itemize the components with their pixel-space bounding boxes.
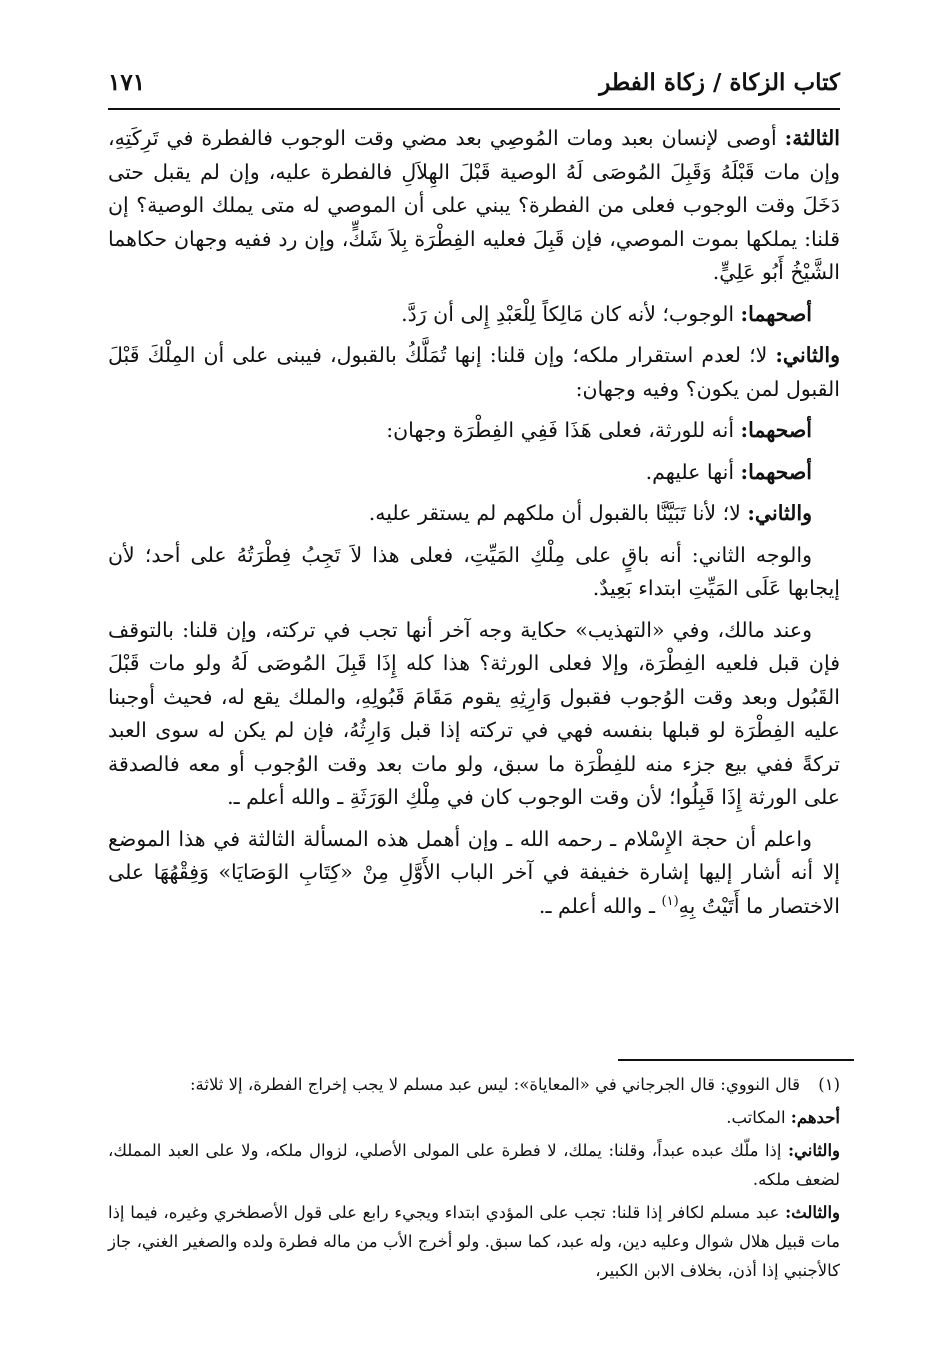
paragraph-lead: والثاني: — [775, 343, 840, 367]
footnote-text: المكاتب. — [726, 1108, 791, 1127]
footnote-lead: والثالث: — [785, 1203, 840, 1222]
paragraph-text: أنه للورثة، فعلى هَذَا فَفِي الفِطْرَة وجهان: — [386, 418, 741, 442]
footnote-text: عبد مسلم لكافر إذا قلنا: تجب على المؤدي ابتداء ويجيء رابع على قول الأصطخري وغيره، فيما إذا مات قبيل هلال شوال وعليه دين، وله عبد، كما سبق. ولو أخرج الأب من ماله فطرة ولده والصغير الغني، جاز كالأجنبي إذا أذن، بخلاف الابن الكبير، — [108, 1203, 840, 1280]
paragraph-more-correct-3 — [108, 456, 840, 490]
paragraph-closing-note — [108, 823, 840, 924]
footnote-divider — [618, 1059, 854, 1061]
footnote-lead: والثاني: — [787, 1141, 840, 1160]
footnote-text: قال النووي: قال الجرجاني في «المعاياة»: ليس عبد مسلم لا يجب إخراج الفطرة، إلا ثلاثة: — [189, 1075, 800, 1094]
page-number: ١٧١ — [108, 68, 146, 96]
paragraph-third-case — [108, 122, 840, 290]
paragraph-lead: والثاني: — [747, 501, 812, 525]
paragraph-lead: أصحهما: — [740, 459, 812, 484]
paragraph-text: أوصى لإنسان بعبد ومات المُوصِي بعد مضي وقت الوجوب فالفطرة في تَرِكَتِهِ، وإن مات قَبْلَهُ وَقَبِلَ المُوصَى لَهُ الوصية قَبْلَ الهِلاَلِ فالفطرة عليه، وإن لم يقبل حتى دَخَلَ وقت الوجوب فعلى من الفطرة؟ يبني على أن الموصي له متى يملك الوصية؟ إن قلنا: يملكها بموت الموصي، فإن قَبِلَ فعليه الفِطْرَة بِلاَ شَكٍّ، وإن رد ففيه وجهان حكاهما الشَّيْخُ أَبُو عَلِيٍّ. — [108, 126, 840, 284]
footnote-item-third — [108, 1198, 840, 1285]
paragraph-lead: أصحهما: — [740, 301, 812, 326]
paragraph-text: الوجوب؛ لأنه كان مَالِكاً لِلْعَبْدِ إِلى أن رَدَّ. — [401, 301, 741, 326]
paragraph-text: وعند مالك، وفي «التهذيب» حكاية وجه آخر أنها تجب في تركته، وإن قلنا: بالتوقف فإن قبل فلعيه الفِطْرَة، وإلا فعلى الورثة؟ هذا كله إِذَا قَبِلَ المُوصَى لَهُ ولو مات قَبْلَ القَبُول وبعد وقت الوُجوب فقبول وَارِثِهِ يقوم مَقَامَ قَبُولِهِ، والملك يقع له، فحيث أوجبنا عليه الفِطْرَة لو قبلها بنفسه فهي في تركته إذا قبل وَارِثُهُ، فإن لم يكن له سوى العبد تركةً ففي بيع جزء منه للفِطْرَة ما سبق، ولو مات بعد وقت الوُجوب أو معه فالصدقة على الورثة إِذَا قَبِلُوا؛ لأن وقت الوجوب كان في مِلْكِ الوَرَثَةِ ـ والله أعلم ـ. — [108, 617, 840, 809]
footnote-1 — [108, 1070, 840, 1099]
paragraph-text: لا؛ لأنا تَبَيَّنَّا بالقبول أن ملكهم لم يستقر عليه. — [368, 501, 748, 525]
footnote-number: (١) — [818, 1075, 840, 1094]
paragraph-text: لا؛ لعدم استقرار ملكه؛ وإن قلنا: إنها تُمَلَّكُ بالقبول، فيبنى على أن المِلْكَ قَبْلَ القبول لمن يكون؟ وفيه وجهان: — [108, 343, 840, 401]
footnote-item-second — [108, 1136, 840, 1194]
footnote-text: إذا ملّك عبده عبداً، وقلنا: يملك، لا فطرة على المولى الأصلي، لزوال ملكه، ولا على العبد المملك، لضعف ملكه. — [108, 1141, 840, 1189]
paragraph-more-correct-2 — [108, 414, 840, 448]
footnote-item-first — [108, 1103, 840, 1132]
paragraph-malik-view — [108, 614, 840, 815]
paragraph-lead: أصحهما: — [740, 418, 812, 442]
paragraph-text-end: ـ والله أعلم ـ. — [538, 893, 662, 918]
footnote-lead: أحدهم: — [790, 1108, 840, 1127]
page-header — [108, 60, 840, 104]
footnote-reference[interactable]: (١) — [661, 893, 679, 909]
running-title: كتاب الزكاة / زكاة الفطر — [599, 68, 840, 96]
paragraph-lead: الثالثة: — [784, 126, 840, 150]
footnotes-section — [108, 1070, 840, 1289]
paragraph-second-view-1 — [108, 339, 840, 406]
paragraph-text: واعلم أن حجة الإِسْلام ـ رحمه الله ـ وإن أهمل هذه المسألة الثالثة في هذا الموضع إلا أنه أشار إليها إشارة خفيفة في آخر الباب الأَوَّلِ مِنْ «كِتَابِ الوَصَايَا» وَفِقْهُهَا على الاختصار ما أَتَيْتُ بِهِ — [108, 826, 840, 918]
paragraph-text: والوجه الثاني: أنه باقٍ على مِلْكِ المَيِّتِ، فعلى هذا لاَ تَجِبُ فِطْرَتُهُ على أحد؛ لأن إيجابها عَلَى المَيِّتِ ابتداء بَعِيدٌ. — [108, 542, 840, 600]
paragraph-more-correct-1 — [108, 298, 840, 332]
paragraph-second-view-2 — [108, 497, 840, 531]
paragraph-text: أنها عليهم. — [645, 459, 741, 484]
main-text — [108, 122, 840, 931]
paragraph-second-aspect — [108, 539, 840, 606]
header-divider — [108, 108, 840, 110]
